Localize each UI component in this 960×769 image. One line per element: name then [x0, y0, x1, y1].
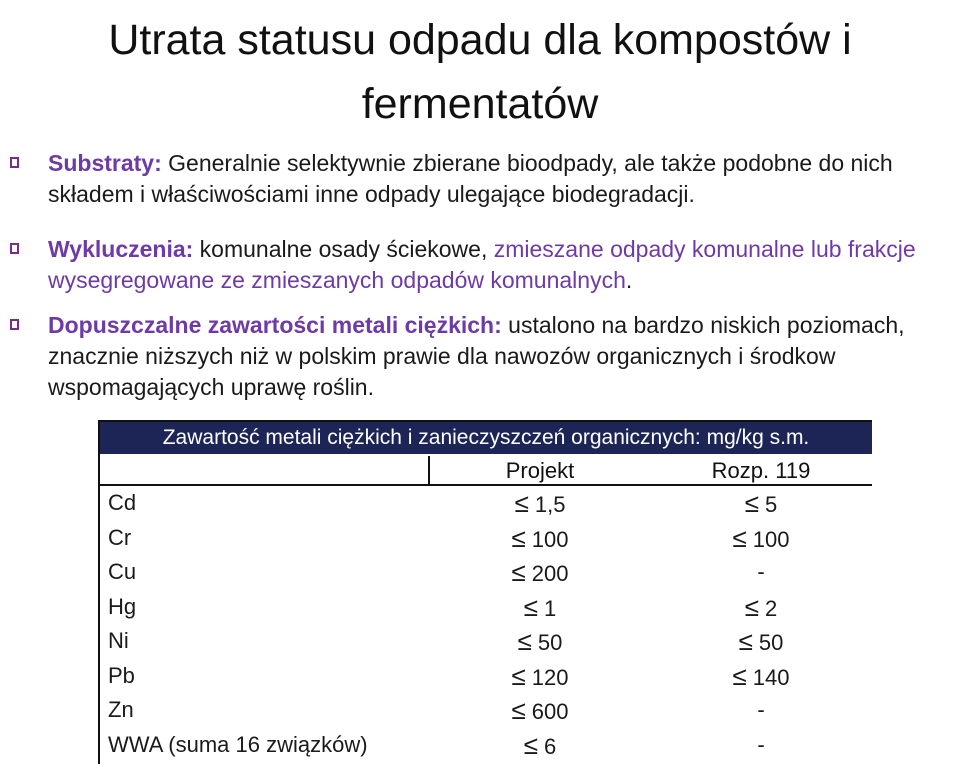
- square-bullet-icon: [10, 243, 19, 254]
- value-projekt: [430, 590, 650, 626]
- value-projekt: [430, 521, 650, 557]
- value-text: 140: [752, 664, 790, 690]
- value-text: 50: [537, 630, 563, 655]
- value-projekt: [430, 555, 650, 591]
- table-row: [100, 521, 872, 555]
- value-text: 2: [765, 595, 778, 621]
- bullet-text-end: .: [625, 267, 633, 293]
- value-text: 600: [531, 699, 569, 724]
- less-equal-icon: ≤: [744, 488, 760, 518]
- less-equal-icon: ≤: [523, 729, 539, 760]
- title-line-2: fermentatów: [361, 80, 599, 128]
- bullet-text: ustalono na bardzo niskich poziomach, znacznie niższych niż w polskim prawie dla nawozów organicznych i środkow wspomagających uprawę roślin.: [48, 312, 905, 400]
- value-rozp: [650, 590, 872, 626]
- value-text: 100: [752, 526, 790, 552]
- element-name: Ni: [108, 628, 129, 653]
- less-equal-icon: ≤: [732, 660, 747, 691]
- value-projekt: [430, 486, 650, 522]
- less-equal-icon: ≤: [511, 660, 526, 691]
- value-text: 50: [758, 630, 784, 655]
- value-text: 1,5: [534, 492, 566, 517]
- less-equal-icon: ≤: [511, 695, 526, 725]
- table-row: [100, 624, 872, 658]
- bullet-substraty: [48, 148, 928, 210]
- element-name: Cu: [108, 559, 137, 584]
- column-header-projekt: Projekt: [430, 456, 650, 486]
- column-header-rozp: Rozp. 119: [650, 456, 872, 486]
- less-equal-icon: ≤: [517, 626, 532, 656]
- less-equal-icon: ≤: [744, 591, 760, 622]
- value-rozp: [650, 486, 872, 522]
- heavy-metals-table: [98, 420, 872, 764]
- value-projekt: [430, 624, 650, 660]
- element-name: Pb: [108, 662, 135, 688]
- value-rozp: [650, 693, 872, 727]
- table-row: [100, 659, 872, 693]
- table-column-headers: [100, 456, 872, 486]
- value-text: 100: [531, 526, 569, 552]
- bullet-label: Substraty:: [48, 150, 162, 176]
- table-header: Zawartość metali ciężkich i zanieczyszczeń organicznych: mg/kg s.m.: [100, 422, 872, 454]
- bullet-text-highlight: zmieszane odpady komunalne lub frakcje wysegregowane ze zmieszanych odpadów komunalnych: [48, 236, 916, 293]
- title-line-1: Utrata statusu odpadu dla kompostów i: [108, 16, 852, 64]
- table-row: [100, 693, 872, 727]
- less-equal-icon: ≤: [738, 626, 753, 656]
- element-name: Cr: [108, 524, 132, 550]
- slide-title: [0, 8, 960, 136]
- value-rozp: [650, 624, 872, 660]
- value-rozp: [650, 659, 872, 695]
- header-blank-cell: [100, 456, 430, 486]
- value-text: 120: [531, 664, 569, 690]
- value-projekt: [430, 728, 650, 764]
- value-rozp: [650, 728, 872, 762]
- table-row: [100, 486, 872, 520]
- value-text: -: [757, 697, 765, 722]
- square-bullet-icon: [10, 319, 19, 330]
- value-text: -: [757, 559, 765, 584]
- table-row: [100, 590, 872, 624]
- value-rozp: [650, 555, 872, 589]
- square-bullet-icon: [10, 157, 19, 168]
- element-name: Zn: [108, 697, 134, 722]
- value-text: 200: [531, 561, 569, 586]
- less-equal-icon: ≤: [511, 522, 526, 553]
- bullet-label: Wykluczenia:: [48, 236, 194, 262]
- bullet-metale: [48, 310, 928, 403]
- element-name: Hg: [108, 593, 137, 619]
- value-text: -: [757, 731, 765, 757]
- less-equal-icon: ≤: [511, 557, 526, 587]
- less-equal-icon: ≤: [523, 591, 539, 622]
- value-text: 6: [544, 733, 557, 759]
- bullet-wykluczenia: [48, 234, 928, 296]
- table-row: [100, 728, 872, 762]
- bullet-text: komunalne osady ściekowe,: [193, 236, 488, 262]
- value-text: 5: [765, 492, 778, 517]
- less-equal-icon: ≤: [514, 488, 529, 518]
- value-rozp: [650, 521, 872, 557]
- value-projekt: [430, 659, 650, 695]
- bullet-label: Dopuszczalne zawartości metali ciężkich:: [48, 312, 502, 338]
- table-row: [100, 555, 872, 589]
- value-projekt: [430, 693, 650, 729]
- less-equal-icon: ≤: [732, 522, 747, 553]
- element-name: Cd: [108, 490, 137, 515]
- value-text: 1: [544, 595, 557, 621]
- element-name: WWA (suma 16 związków): [108, 731, 368, 757]
- bullet-text: Generalnie selektywnie zbierane bioodpady, ale także podobne do nich składem i właściwościami inne odpady ulegające biodegradacji.: [48, 150, 893, 207]
